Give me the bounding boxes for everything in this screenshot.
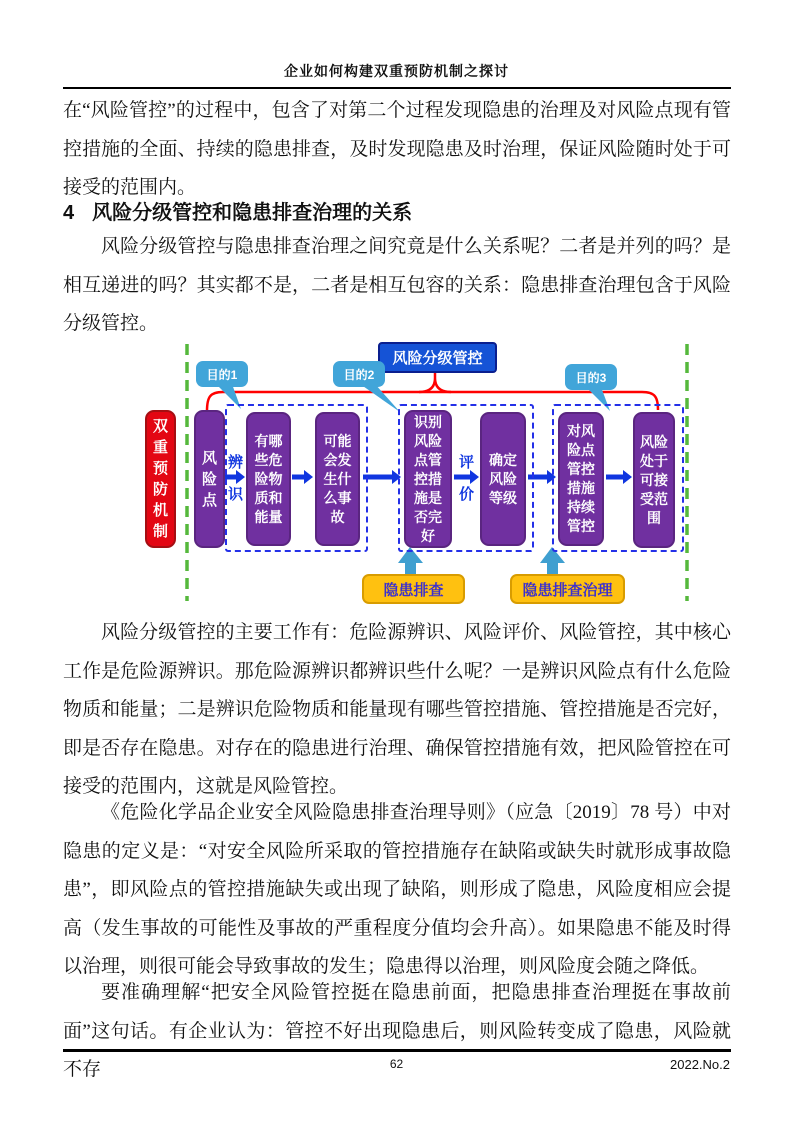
section-number: 4	[63, 202, 75, 224]
paragraph-accurate-understanding: 要准确理解“把安全风险管控挺在隐患前面，把隐患排查治理挺在事故前面”这句话。有企业认为：管控不好出现隐患后，则风险转变成了隐患，风险就不存	[63, 982, 731, 1080]
node-possible-accidents: 可能会发生什么事故	[315, 412, 360, 546]
footer-page-number: 62	[389, 1057, 404, 1071]
edge-label-identify-top: 辨	[227, 454, 243, 471]
node-risk-point: 风险点	[194, 410, 225, 548]
edge-label-evaluate-bottom: 价	[458, 486, 474, 503]
node-continuous-control: 对风险点管控措施持续管控	[558, 412, 604, 546]
figure-title-box: 风险分级管控	[378, 342, 497, 373]
node-determine-risk-level: 确定风险等级	[480, 412, 526, 546]
footer-issue-label: 2022.No.2	[670, 1057, 730, 1072]
node-acceptable-range: 风险处于可接受范围	[633, 412, 675, 548]
section-heading	[63, 196, 731, 225]
paragraph-main-work: 风险分级管控的主要工作有：危险源辨识、风险评价、风险管控，其中核心工作是危险源辨识。那危险源辨识都辨识些什么呢？一是辨识风险点有什么危险物质和能量；二是辨识危险物质和能量现有哪些管控措施、管控措施是否完好，即是否存在隐患。对存在的隐患进行治理、确保管控措施有效，把风险管控在可接受的范围内，这就是风险管控。	[63, 622, 731, 797]
paragraph-risk-control-intro: 在“风险管控”的过程中，包含了对第二个过程发现隐患的治理及对风险点现有管控措施的全面、持续的隐患排查，及时发现隐患及时治理，保证风险随时处于可接受的范围内。	[63, 100, 731, 198]
node-hazard-substances: 有哪些危险物质和能量	[246, 412, 291, 546]
section-title: 风险分级管控和隐患排查治理的关系	[92, 202, 413, 224]
bottom-box-hazard-treatment: 隐患排查治理	[510, 574, 625, 604]
page-header-title: 企业如何构建双重预防机制之探讨	[284, 65, 509, 80]
dual-prevention-flow-diagram	[0, 338, 793, 612]
callout-goal-3: 目的3	[565, 364, 617, 390]
header-rule	[63, 87, 731, 89]
edge-label-identify-bottom: 识	[227, 486, 243, 503]
footer-rule	[63, 1049, 731, 1052]
callout-goal-2: 目的2	[333, 361, 385, 387]
bottom-box-hazard-inspection: 隐患排查	[362, 574, 465, 604]
paragraph-relationship-question: 风险分级管控与隐患排查治理之间究竟是什么关系呢？二者是并列的吗？是相互递进的吗？其实都不是，二者是相互包容的关系：隐患排查治理包含于风险分级管控。	[63, 236, 731, 334]
edge-label-evaluate-top: 评	[458, 454, 474, 471]
callout-goal-1: 目的1	[196, 361, 248, 387]
paragraph-hidden-danger-definition: 《危险化学品企业安全风险隐患排查治理导则》（应急〔2019〕78 号）中对隐患的定义是：“对安全风险所采取的管控措施存在缺陷或缺失时就形成事故隐患”，即风险点的管控措施缺失或出现了缺陷，则形成了隐患，风险度相应会提高（发生事故的可能性及事故的严重程度分值均会升高）。如果隐患不能及时得以治理，则很可能会导致事故的发生；隐患得以治理，则风险度会随之降低。	[63, 802, 731, 977]
side-label-dual-prevention: 双重预防机制	[145, 410, 176, 548]
node-identify-measures: 识别风险点管控措施是否完好	[404, 410, 452, 548]
